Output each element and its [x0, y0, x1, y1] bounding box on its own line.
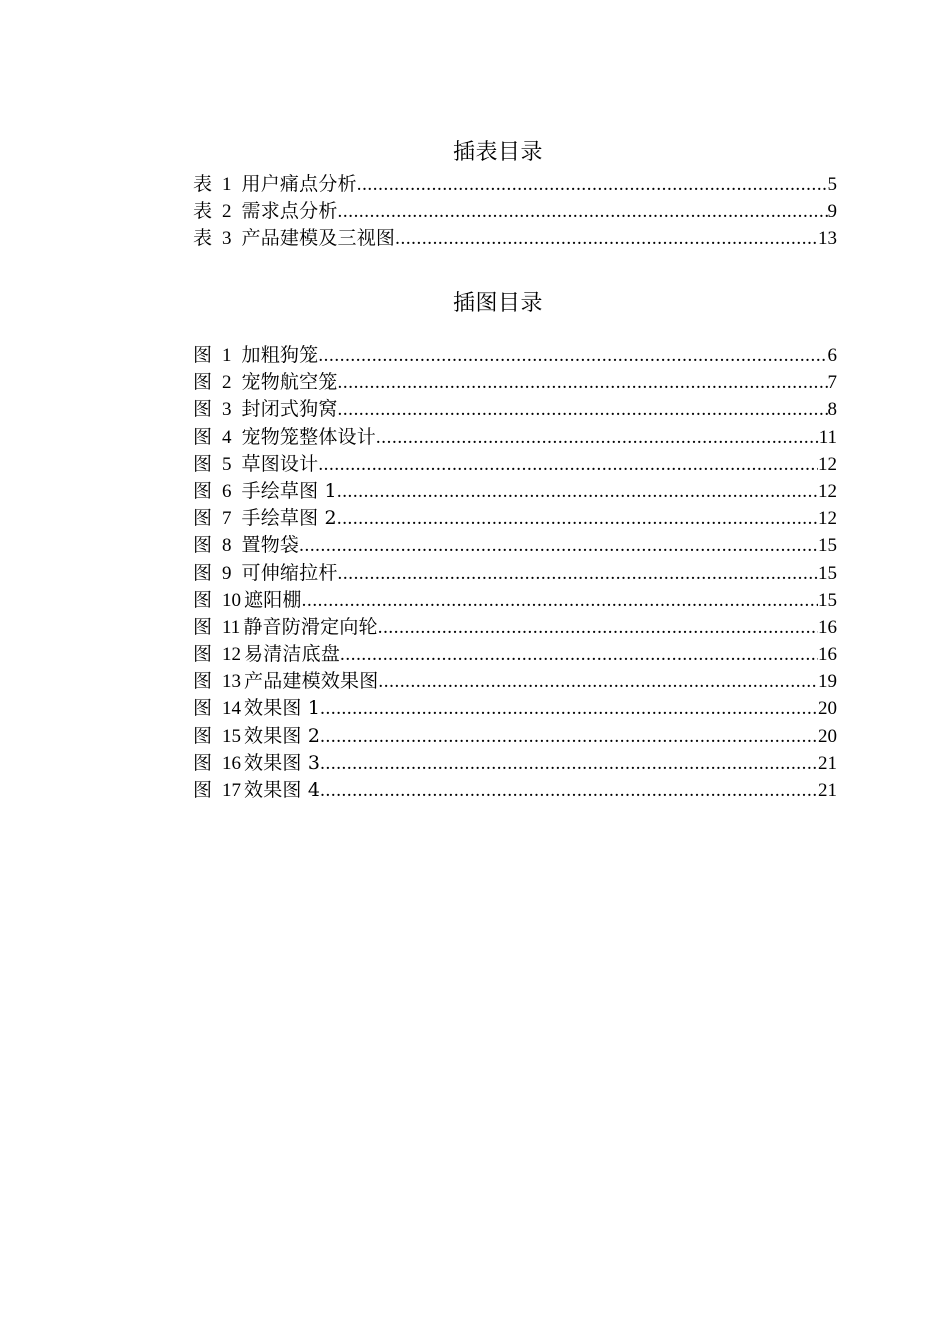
figure-toc-entry[interactable]	[193, 612, 837, 639]
figure-toc-entry[interactable]	[193, 666, 837, 693]
entry-number: 15	[222, 725, 242, 747]
entry-leader-dots	[320, 753, 818, 775]
entry-page-number: 6	[827, 345, 837, 366]
figures-toc-title: 插图目录	[452, 291, 543, 316]
entry-prefix: 图	[193, 371, 213, 394]
entry-caption: 产品建模及三视图	[241, 227, 396, 250]
entry-prefix: 图	[193, 615, 213, 638]
entry-caption: 封闭式狗窝	[241, 398, 338, 421]
figure-toc-entry[interactable]	[193, 530, 837, 557]
figure-toc-entry[interactable]	[193, 748, 837, 775]
entry-leader-dots	[338, 372, 828, 394]
entry-prefix: 表	[193, 227, 213, 250]
entry-caption: 手绘草图 2	[241, 507, 337, 530]
entry-caption: 加粗狗笼	[241, 344, 319, 366]
entry-prefix: 图	[193, 697, 213, 720]
entry-caption: 需求点分析	[241, 200, 338, 223]
entry-prefix: 图	[193, 751, 213, 774]
entry-page-number: 5	[827, 174, 837, 195]
entry-leader-dots	[337, 481, 818, 503]
entry-prefix: 图	[193, 425, 213, 448]
entry-prefix: 图	[193, 479, 213, 502]
entry-caption: 效果图 2	[244, 724, 321, 747]
entry-leader-dots	[357, 174, 828, 196]
entry-number: 5	[222, 453, 232, 475]
figure-toc-entry[interactable]	[193, 503, 837, 530]
entry-page-number: 15	[818, 589, 837, 611]
tables-toc-title: 插表目录	[452, 140, 543, 165]
entry-prefix: 图	[193, 724, 213, 747]
entry-leader-dots	[378, 671, 818, 693]
entry-number: 8	[222, 535, 232, 557]
entry-caption: 可伸缩拉杆	[241, 561, 338, 584]
entry-page-number: 19	[818, 671, 837, 693]
entry-page-number: 12	[818, 480, 837, 502]
entry-leader-dots	[340, 644, 818, 666]
entry-leader-dots	[376, 427, 819, 449]
entry-caption: 手绘草图 1	[241, 479, 337, 502]
entry-caption: 效果图 3	[244, 751, 321, 774]
entry-prefix: 表	[193, 200, 213, 223]
entry-prefix: 图	[193, 452, 213, 475]
tables-toc-list	[193, 169, 837, 251]
entry-number: 3	[222, 399, 232, 421]
figure-toc-entry[interactable]	[193, 775, 837, 802]
entry-number: 1	[222, 345, 232, 366]
entry-caption: 宠物笼整体设计	[241, 425, 376, 448]
entry-number: 3	[222, 228, 232, 250]
entry-page-number: 13	[818, 228, 837, 250]
entry-number: 13	[222, 671, 242, 693]
entry-page-number: 11	[818, 426, 837, 448]
entry-prefix: 图	[193, 561, 213, 584]
figure-toc-entry[interactable]	[193, 693, 837, 720]
entry-leader-dots	[318, 454, 818, 476]
entry-leader-dots	[320, 780, 818, 802]
figure-toc-entry[interactable]	[193, 585, 837, 612]
entry-leader-dots	[320, 698, 818, 720]
entry-caption: 遮阳棚	[244, 588, 302, 611]
entry-leader-dots	[378, 617, 818, 639]
entry-prefix: 图	[193, 588, 213, 611]
entry-leader-dots	[299, 535, 818, 557]
entry-number: 2	[222, 201, 232, 223]
entry-page-number: 12	[818, 453, 837, 475]
figures-toc-list	[193, 340, 837, 802]
entry-number: 14	[222, 698, 242, 720]
entry-number: 7	[222, 508, 232, 530]
entry-leader-dots	[338, 563, 818, 585]
entry-leader-dots	[395, 228, 818, 250]
entry-prefix: 图	[193, 643, 213, 666]
entry-page-number: 15	[818, 562, 837, 584]
entry-caption: 静音防滑定向轮	[243, 615, 378, 638]
entry-number: 12	[222, 644, 242, 666]
entry-page-number: 16	[818, 644, 837, 666]
entry-number: 9	[222, 562, 232, 584]
entry-page-number: 12	[818, 508, 837, 530]
entry-number: 4	[222, 426, 232, 448]
entry-leader-dots	[318, 345, 827, 367]
entry-number: 11	[222, 616, 241, 638]
entry-leader-dots	[337, 508, 818, 530]
entry-page-number: 9	[827, 201, 837, 223]
entry-prefix: 表	[193, 173, 213, 195]
entry-page-number: 7	[827, 372, 837, 394]
entry-number: 6	[222, 480, 232, 502]
entry-number: 16	[222, 752, 242, 774]
entry-leader-dots	[320, 726, 818, 748]
entry-prefix: 图	[193, 534, 213, 557]
figure-toc-entry[interactable]	[193, 340, 837, 367]
entry-number: 1	[222, 174, 232, 195]
table-toc-entry[interactable]	[193, 196, 837, 223]
entry-caption: 效果图 4	[244, 779, 321, 801]
entry-number: 17	[222, 780, 242, 801]
entry-prefix: 图	[193, 670, 213, 693]
entry-prefix: 图	[193, 779, 213, 801]
figure-toc-entry[interactable]	[193, 639, 837, 666]
figure-toc-entry[interactable]	[193, 476, 837, 503]
entry-page-number: 21	[818, 780, 837, 801]
figure-toc-entry[interactable]	[193, 394, 837, 421]
figure-toc-entry[interactable]	[193, 558, 837, 585]
entry-page-number: 20	[818, 725, 837, 747]
entry-prefix: 图	[193, 398, 213, 421]
entry-page-number: 15	[818, 535, 837, 557]
entry-caption: 宠物航空笼	[241, 371, 338, 394]
figure-toc-entry[interactable]	[193, 449, 837, 476]
entry-caption: 草图设计	[241, 452, 319, 475]
entry-caption: 用户痛点分析	[241, 173, 357, 195]
entry-leader-dots	[338, 201, 828, 223]
entry-page-number: 20	[818, 698, 837, 720]
entry-leader-dots	[338, 399, 828, 421]
figure-toc-entry[interactable]	[193, 422, 837, 449]
table-toc-entry[interactable]	[193, 223, 837, 250]
entry-caption: 产品建模效果图	[244, 670, 379, 693]
entry-caption: 效果图 1	[244, 697, 321, 720]
entry-caption: 置物袋	[241, 534, 300, 557]
entry-page-number: 21	[818, 752, 837, 774]
figure-toc-entry[interactable]	[193, 721, 837, 748]
entry-leader-dots	[302, 590, 818, 612]
entry-number: 10	[222, 589, 242, 611]
entry-page-number: 8	[827, 399, 837, 421]
entry-prefix: 图	[193, 344, 213, 366]
entry-page-number: 16	[818, 616, 837, 638]
figure-toc-entry[interactable]	[193, 367, 837, 394]
entry-number: 2	[222, 372, 232, 394]
table-toc-entry[interactable]	[193, 169, 837, 196]
entry-caption: 易清洁底盘	[244, 643, 341, 666]
entry-prefix: 图	[193, 507, 213, 530]
